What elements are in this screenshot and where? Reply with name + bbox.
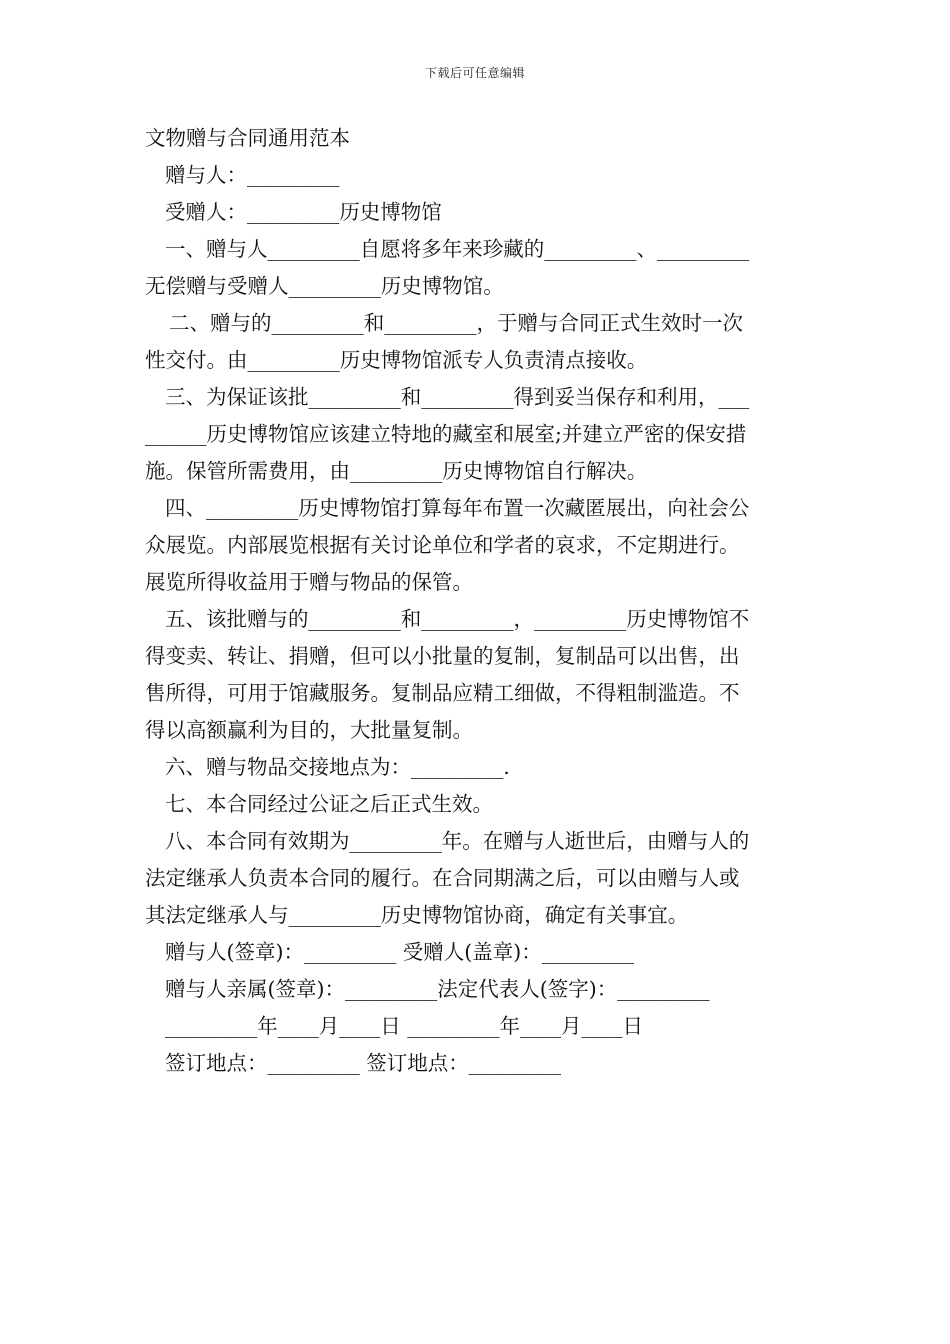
signing-place-line: 签订地点：_________ 签订地点：_________ (165, 1051, 562, 1075)
line-donor: 赠与人：_________ (165, 163, 340, 187)
document-body (145, 120, 807, 1082)
clause-7: 七、本合同经过公证之后正式生效。 (165, 792, 493, 816)
clause-8-line-2: 法定继承人负责本合同的履行。在合同期满之后，可以由赠与人或 (145, 866, 740, 890)
clause-5-line-3: 售所得，可用于馆藏服务。复制品应精工细做，不得粗制滥造。不 (145, 681, 740, 705)
clause-3-line-3: 施。保管所需费用，由_________历史博物馆自行解决。 (145, 459, 648, 483)
line-recipient: 受赠人：_________历史博物馆 (165, 200, 442, 224)
clause-4-line-3: 展览所得收益用于赠与物品的保管。 (145, 570, 473, 594)
clause-5-line-1: 五、该批赠与的_________和_________，_________历史博物馆不 (165, 607, 750, 631)
signature-line-2: 赠与人亲属(签章)：_________法定代表人(签字)：_________ (165, 977, 710, 1001)
clause-2-line-2: 性交付。由_________历史博物馆派专人负责清点接收。 (145, 348, 648, 372)
document-title: 文物赠与合同通用范本 (145, 126, 350, 150)
clause-5-line-2: 得变卖、转让、捐赠，但可以小批量的复制，复制品可以出售，出 (145, 644, 740, 668)
clause-6: 六、赠与物品交接地点为：_________. (165, 755, 510, 779)
clause-1-line-2: 无偿赠与受赠人_________历史博物馆。 (145, 274, 504, 298)
clause-1-line-1: 一、赠与人_________自愿将多年来珍藏的_________、_________ (165, 237, 750, 261)
page-header-note: 下载后可任意编辑 (424, 66, 525, 80)
signature-line-1: 赠与人(签章)：_________ 受赠人(盖章)：_________ (165, 940, 635, 964)
clause-3-line-1: 三、为保证该批_________和_________得到妥当保存和利用，___ (165, 385, 750, 409)
clause-8-line-3: 其法定继承人与_________历史博物馆协商，确定有关事宜。 (145, 903, 689, 927)
clause-8-line-1: 八、本合同有效期为_________年。在赠与人逝世后，由赠与人的 (165, 829, 750, 853)
clause-5-line-4: 得以高额赢利为目的，大批量复制。 (145, 718, 473, 742)
clause-4-line-2: 众展览。内部展览根据有关讨论单位和学者的哀求，不定期进行。 (145, 533, 740, 557)
clause-4-line-1: 四、_________历史博物馆打算每年布置一次藏匿展出，向社会公 (165, 496, 750, 520)
clause-3-line-2: ______历史博物馆应该建立特地的藏室和展室;并建立严密的保安措 (145, 422, 747, 446)
date-line: _________年____月____日 _________年____月____日 (165, 1014, 644, 1038)
clause-2-line-1: 二、赠与的_________和_________，于赠与合同正式生效时一次 (169, 311, 743, 335)
